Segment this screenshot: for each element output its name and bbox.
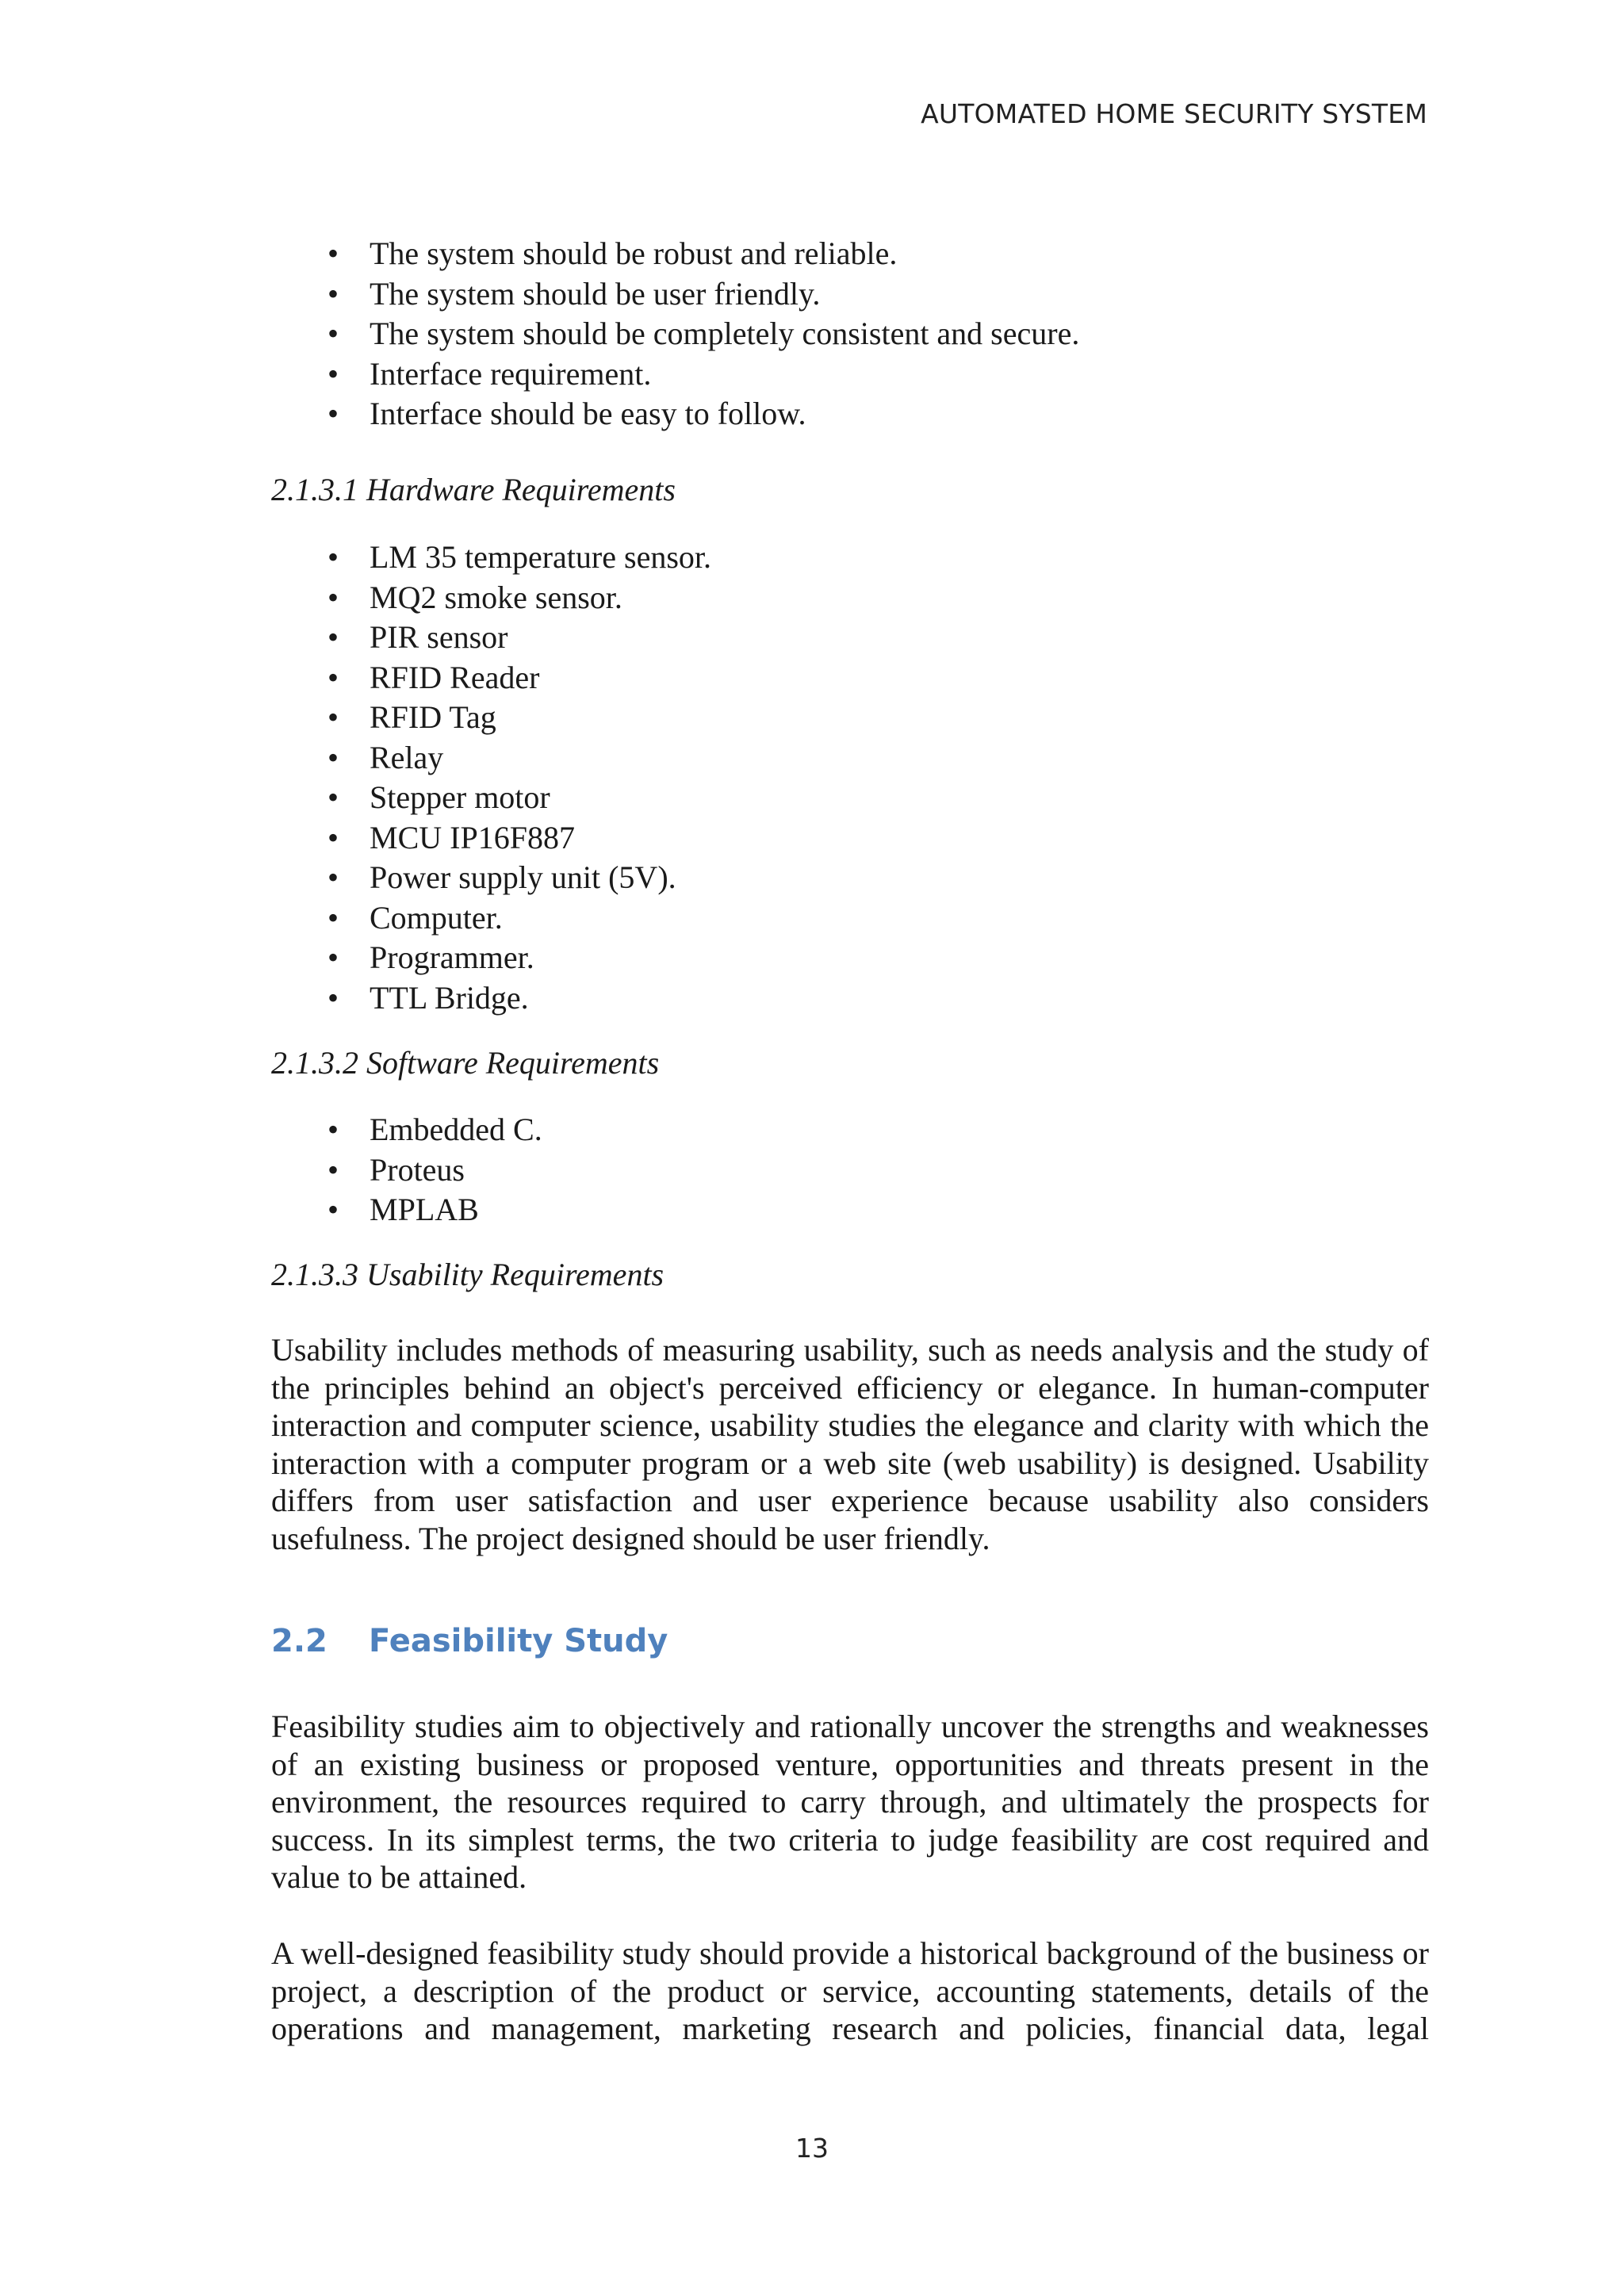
list-item: • The system should be robust and reliable.	[0, 234, 1079, 274]
bullet-icon: •	[327, 859, 339, 895]
bullet-icon: •	[327, 979, 339, 1016]
bullet-icon: •	[327, 235, 339, 271]
list-item: • Embedded C.	[0, 1110, 542, 1150]
list-item: • LM 35 temperature sensor.	[0, 538, 711, 578]
list-item: • Interface requirement.	[0, 354, 1079, 395]
list-item: • PIR sensor	[0, 618, 711, 658]
list-item: • RFID Tag	[0, 698, 711, 738]
list-item: • RFID Reader	[0, 658, 711, 698]
list-item: • The system should be completely consistent and secure.	[0, 314, 1079, 354]
bullet-icon: •	[327, 539, 339, 575]
bullet-icon: •	[327, 275, 339, 312]
bullet-icon: •	[327, 659, 339, 695]
bullet-icon: •	[327, 396, 339, 431]
list-item: • MPLAB	[0, 1190, 542, 1230]
usability-requirements-heading: 2.1.3.3 Usability Requirements	[271, 1257, 665, 1292]
software-requirements-heading: 2.1.3.2 Software Requirements	[271, 1045, 660, 1081]
bullet-icon: •	[327, 1151, 339, 1188]
system-requirements-list	[0, 234, 1079, 434]
section-number: 2.2	[271, 1623, 327, 1659]
list-item: • The system should be user friendly.	[0, 274, 1079, 315]
hardware-requirements-list	[0, 538, 711, 1018]
list-item: • Proteus	[0, 1150, 542, 1191]
list-item: • Computer.	[0, 898, 711, 939]
bullet-icon: •	[327, 1112, 339, 1147]
bullet-icon: •	[327, 699, 339, 735]
section-title: Feasibility Study	[369, 1623, 668, 1659]
page-number: 13	[795, 2133, 829, 2164]
bullet-icon: •	[327, 579, 339, 615]
list-item: • MQ2 smoke sensor.	[0, 578, 711, 618]
list-item: • Relay	[0, 738, 711, 779]
list-item: • Programmer.	[0, 938, 711, 978]
bullet-icon: •	[327, 316, 339, 351]
software-requirements-list	[0, 1110, 542, 1230]
hardware-requirements-heading: 2.1.3.1 Hardware Requirements	[271, 472, 676, 507]
bullet-icon: •	[327, 899, 339, 936]
list-item: • MCU IP16F887	[0, 818, 711, 859]
feasibility-paragraph-1: Feasibility studies aim to objectively and rationally uncover the strengths and weaknesses of an existing business or proposed venture, opportunities and threats present in the environment, the resources required to carry through, and ultimately the prospects for success. In its simplest terms, the two criteria to judge feasibility are cost required and value to be attained.	[271, 1709, 1429, 1895]
list-item: • Power supply unit (5V).	[0, 858, 711, 898]
usability-paragraph: Usability includes methods of measuring usability, such as needs analysis and the study of the principles behind an object's perceived efficiency or elegance. In human-computer interaction and computer science, usability studies the elegance and clarity with which the interaction with a computer program or a web site (web usability) is designed. Usability differs from user satisfaction and user experience because usability also considers usefulness. The project designed should be user friendly.	[271, 1332, 1429, 1556]
bullet-icon: •	[327, 779, 339, 815]
bullet-icon: •	[327, 739, 339, 775]
feasibility-paragraph-2: A well-designed feasibility study should provide a historical background of the business or project, a description of the product or service, accounting statements, details of the operations and management, marketing research and policies, financial data, legal	[271, 1935, 1429, 2046]
list-item: • Interface should be easy to follow.	[0, 394, 1079, 434]
list-item: • TTL Bridge.	[0, 978, 711, 1019]
bullet-icon: •	[327, 819, 339, 855]
list-item: • Stepper motor	[0, 778, 711, 818]
running-header: AUTOMATED HOME SECURITY SYSTEM	[921, 98, 1427, 129]
bullet-icon: •	[327, 355, 339, 392]
bullet-icon: •	[327, 939, 339, 975]
bullet-icon: •	[327, 619, 339, 655]
bullet-icon: •	[327, 1192, 339, 1227]
section-heading	[271, 1617, 668, 1665]
